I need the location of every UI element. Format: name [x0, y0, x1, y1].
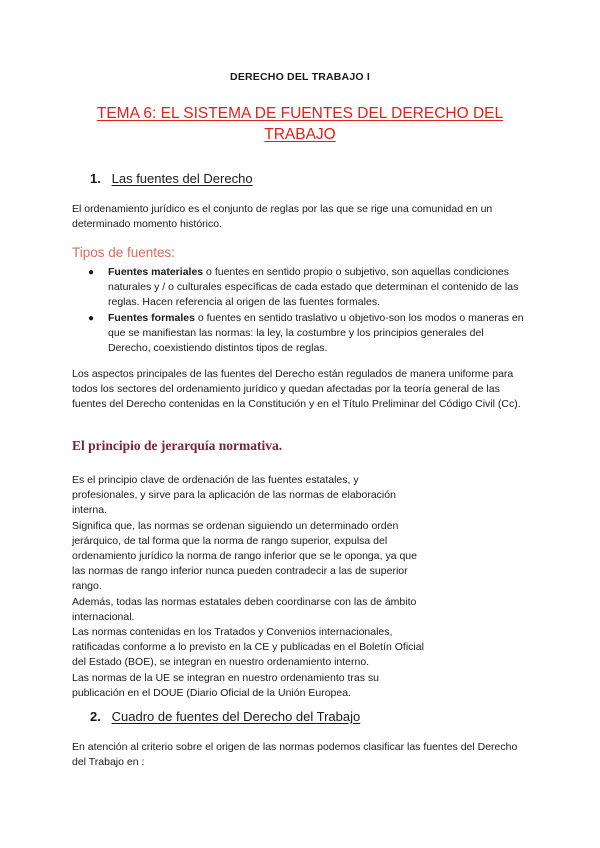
jerarquia-heading: El principio de jerarquía normativa.: [72, 438, 283, 453]
text-line: Es el principio clave de ordenación de las fuentes estatales, y: [72, 474, 359, 486]
text-line: Además, todas las normas estatales deben coordinarse con las de ámbito: [72, 595, 417, 608]
jerarquia-body: [72, 473, 472, 701]
bullet-term: Fuentes formales: [108, 311, 195, 324]
text-line: ratificadas conforme a lo previsto en la CE y publicadas en el Boletín Oficial: [72, 641, 424, 654]
text-line: Las normas contenidas en los Tratados y Convenios internacionales,: [72, 626, 393, 639]
text-line: del Estado (BOE), se integran en nuestro ordenamiento interno.: [72, 656, 370, 669]
section-2-number: 2.: [90, 709, 101, 724]
section-1-heading: [90, 171, 253, 186]
text-line: profesionales, y sirve para la aplicación de las normas de elaboración: [72, 489, 396, 502]
bullet-text: o fuentes en sentido propio o subjetivo, son aquellas condiciones naturales y / o culturales específicas de cada estado que determinan el contenido de las reglas. Hacen referencia al origen de las fuentes formales.: [108, 266, 519, 309]
bullet-term: Fuentes materiales: [108, 266, 204, 278]
text-line: ordenamiento jurídico la norma de rango inferior que se le oponga, ya que: [72, 550, 417, 563]
text-line: interna.: [72, 504, 108, 517]
bullet-icon: ●: [88, 267, 95, 278]
bullet-icon: ●: [88, 312, 95, 324]
text-line: publicación en el DOUE (Diario Oficial de la Unión Europea.: [72, 686, 351, 699]
section-1-title: Las fuentes del Derecho: [111, 171, 253, 186]
tipos-heading: Tipos de fuentes:: [72, 245, 176, 260]
text-line: Significa que, las normas se ordenan siguiendo un determinado orden: [72, 519, 399, 532]
section-2-heading: [90, 709, 360, 724]
section-1-number: 1.: [90, 171, 101, 186]
section-2-intro: En atención al criterio sobre el origen de las normas podemos clasificar las fuentes del Derecho del Trabajo en :: [72, 741, 518, 769]
text-line: Las normas de la UE se integran en nuestro ordenamiento tras su: [72, 671, 380, 684]
tipos-list: [72, 265, 528, 356]
aspects-paragraph: Los aspectos principales de las fuentes del Derecho están regulados de manera uniforme para todos los sectores del ordenamiento jurídico y quedan afectadas por la teoría general de las fuentes del Derecho contenidas en la Constitución y en el Título Preliminar del Código Civil (Cc).: [72, 368, 521, 411]
section-2-title: Cuadro de fuentes del Derecho del Trabajo: [111, 709, 361, 724]
text-line: rango.: [72, 580, 102, 593]
text-line: internacional.: [72, 610, 135, 623]
bullet-text: o fuentes en sentido traslativo u objetivo-son los modos o maneras en que se manifiestan las normas: la ley, la costumbre y los principios generales del Derecho, coexistiendo distintos tipos de reglas.: [108, 311, 524, 355]
list-item: [72, 265, 528, 311]
list-item: [72, 311, 528, 357]
topic-title: TEMA 6: EL SISTEMA DE FUENTES DEL DERECHO DEL TRABAJO: [96, 105, 504, 143]
text-line: las normas de rango inferior nunca pueden contradecir a las de superior: [72, 565, 408, 578]
text-line: jerárquico, de tal forma que la norma de rango superior, expulsa del: [72, 534, 388, 547]
course-title: DERECHO DEL TRABAJO I: [230, 71, 370, 83]
section-1-intro: El ordenamiento jurídico es el conjunto de reglas por las que se rige una comunidad en un determinado momento histórico.: [72, 203, 493, 231]
